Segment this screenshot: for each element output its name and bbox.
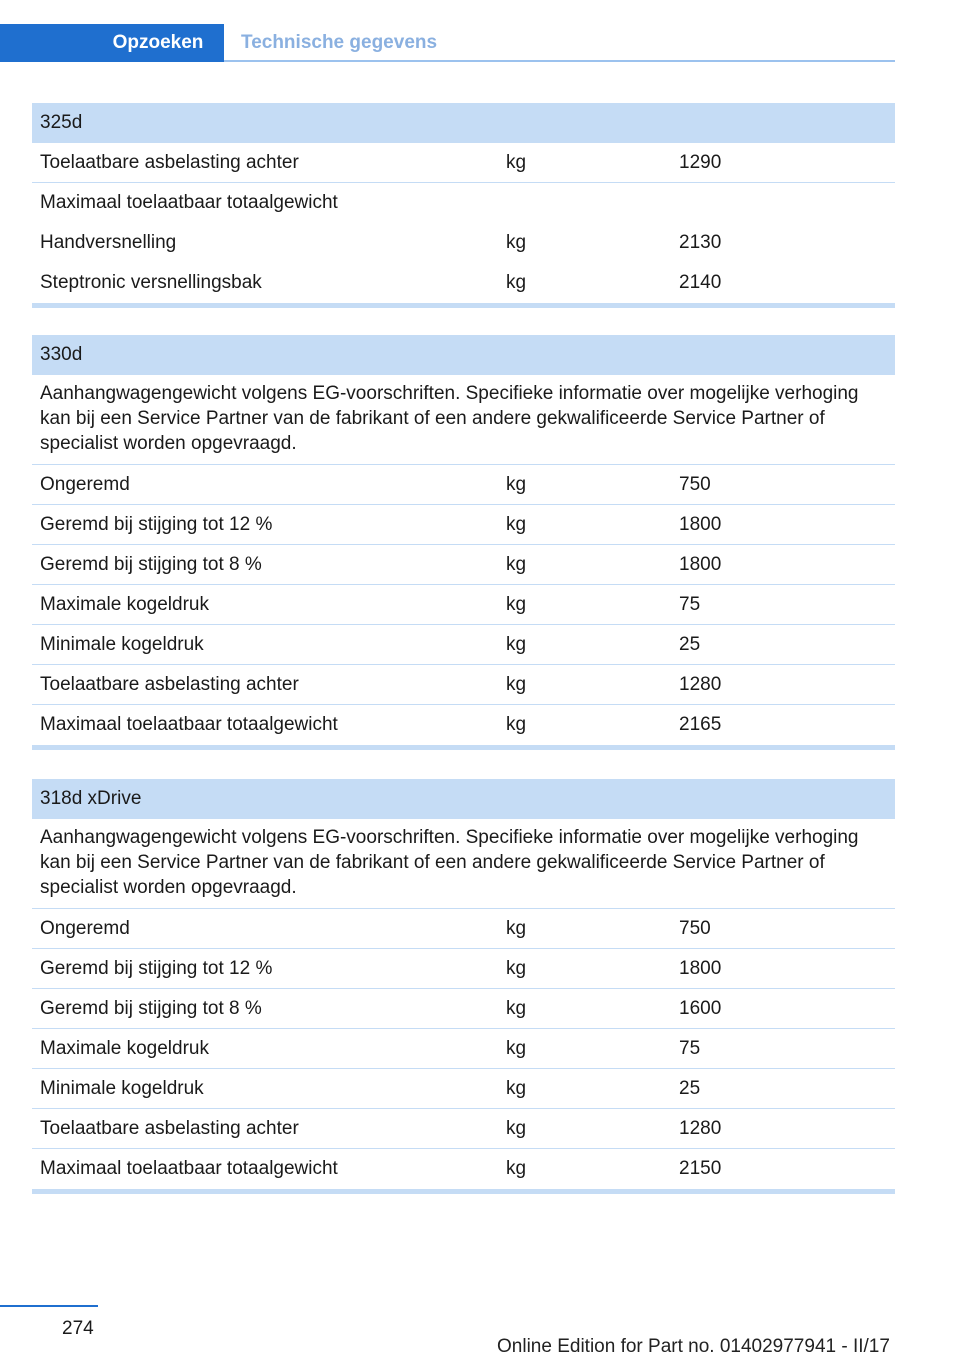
edition-footer: Online Edition for Part no. 01402977941 - II/17: [497, 1336, 890, 1357]
row-label: Geremd bij stijging tot 12 %: [40, 957, 273, 979]
row-unit: kg: [506, 1037, 527, 1059]
row-unit: kg: [506, 1117, 527, 1139]
row-value: 75: [679, 593, 701, 615]
row-label: Toelaatbare asbelasting achter: [40, 673, 299, 695]
page-number-rule: [0, 1305, 98, 1307]
row-value: 750: [679, 917, 711, 939]
table-row: [32, 705, 895, 745]
tab-underline: [224, 60, 895, 62]
row-unit: kg: [506, 1158, 527, 1179]
table-row: [32, 465, 895, 505]
row-unit: kg: [506, 1077, 527, 1099]
row-value: 2130: [679, 232, 722, 253]
row-value: 2140: [679, 272, 722, 293]
table-row: [32, 1149, 895, 1189]
tab-technische-gegevens[interactable]: Technische gegevens: [241, 32, 438, 53]
row-label: Maximaal toelaatbaar totaalgewicht: [40, 192, 338, 213]
row-value: 1280: [679, 1117, 722, 1139]
table-row: [32, 545, 895, 585]
row-value: 1290: [679, 151, 722, 173]
table-row: [32, 665, 895, 705]
row-unit: kg: [506, 633, 527, 655]
row-value: 1800: [679, 957, 722, 979]
row-label: Maximaal toelaatbaar totaalgewicht: [40, 1158, 338, 1179]
table-note: Aanhangwagengewicht volgens EG-voorschriften. Specifieke informatie over mogelijke verhoging kan bij een Service Partner van de fabrikant of een andere gekwalificeerde Service Partner of specialist worden opgevraagd.: [32, 375, 895, 465]
table-row: [32, 1069, 895, 1109]
row-unit: kg: [506, 553, 527, 575]
row-label: Toelaatbare asbelasting achter: [40, 151, 299, 173]
row-value: 25: [679, 633, 701, 655]
row-unit: kg: [506, 593, 527, 615]
table-header: 330d: [32, 335, 895, 375]
table-end-bar: [32, 1189, 895, 1194]
row-label: Toelaatbare asbelasting achter: [40, 1117, 299, 1139]
row-unit: kg: [506, 997, 527, 1019]
row-value: 2165: [679, 714, 722, 735]
row-unit: kg: [506, 272, 527, 293]
row-label: Ongeremd: [40, 473, 130, 495]
row-label: Ongeremd: [40, 917, 130, 939]
table-row: [32, 505, 895, 545]
row-value: 750: [679, 473, 711, 495]
tab-opzoeken[interactable]: Opzoeken: [0, 24, 224, 62]
table-row: [32, 143, 895, 183]
row-value: 1800: [679, 513, 722, 535]
row-unit: kg: [506, 917, 527, 939]
row-unit: kg: [506, 673, 527, 695]
row-label: Minimale kogeldruk: [40, 1077, 204, 1099]
table-row: [32, 223, 895, 263]
table-row: [32, 625, 895, 665]
row-unit: kg: [506, 232, 527, 253]
row-value: 1600: [679, 997, 722, 1019]
row-unit: kg: [506, 957, 527, 979]
row-value: 1280: [679, 673, 722, 695]
row-label: Handversnelling: [40, 232, 177, 253]
table-row: [32, 1109, 895, 1149]
table-end-bar: [32, 303, 895, 308]
row-value: 2150: [679, 1158, 722, 1179]
row-unit: kg: [506, 513, 527, 535]
table-row: [32, 989, 895, 1029]
row-label: Geremd bij stijging tot 8 %: [40, 997, 262, 1019]
row-label: Geremd bij stijging tot 12 %: [40, 513, 273, 535]
page-number: 274: [62, 1318, 94, 1339]
row-unit: kg: [506, 714, 527, 735]
row-unit: kg: [506, 151, 527, 173]
table-318d-xdrive: [32, 779, 895, 1194]
row-label: Geremd bij stijging tot 8 %: [40, 553, 262, 575]
table-row: [32, 585, 895, 625]
table-note: Aanhangwagengewicht volgens EG-voorschriften. Specifieke informatie over mogelijke verhoging kan bij een Service Partner van de fabrikant of een andere gekwalificeerde Service Partner of specialist worden opgevraagd.: [32, 819, 895, 909]
section-tabs: [0, 24, 895, 62]
row-value: 25: [679, 1077, 701, 1099]
table-end-bar: [32, 745, 895, 750]
row-label: Maximaal toelaatbaar totaalgewicht: [40, 714, 338, 735]
row-unit: kg: [506, 473, 527, 495]
table-330d: [32, 335, 895, 750]
row-label: Minimale kogeldruk: [40, 633, 204, 655]
row-label: Maximale kogeldruk: [40, 1037, 209, 1059]
table-header: 318d xDrive: [32, 779, 895, 819]
table-row: [32, 1029, 895, 1069]
table-row: [32, 183, 895, 223]
table-header: 325d: [32, 103, 895, 143]
row-label: Maximale kogeldruk: [40, 593, 209, 615]
table-325d: [32, 103, 895, 308]
table-row: [32, 263, 895, 303]
row-label: Steptronic versnellingsbak: [40, 272, 262, 293]
table-row: [32, 909, 895, 949]
row-value: 75: [679, 1037, 701, 1059]
row-value: 1800: [679, 553, 722, 575]
table-row: [32, 949, 895, 989]
